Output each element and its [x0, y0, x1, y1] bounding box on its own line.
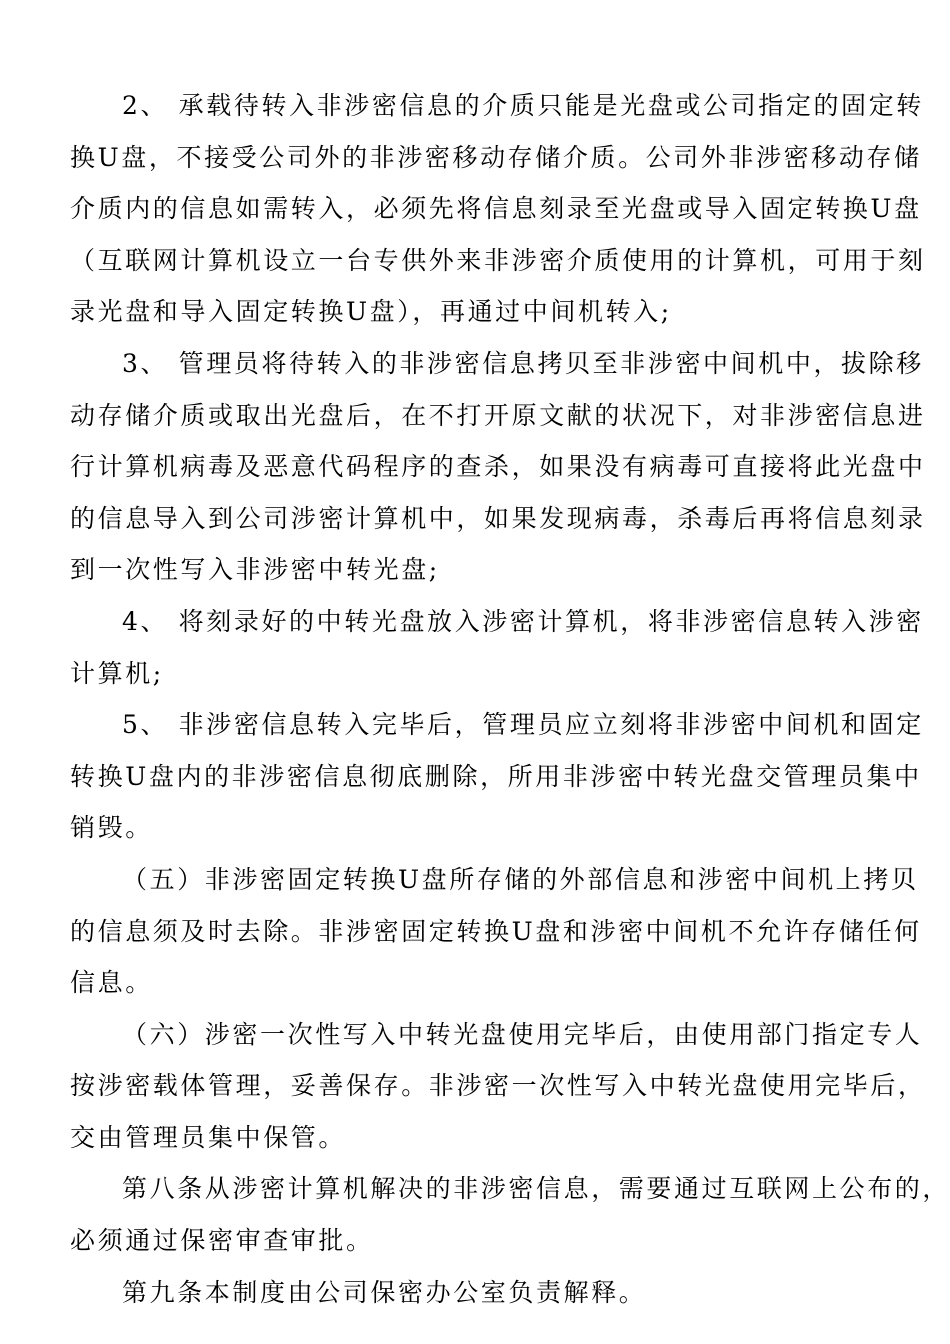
- section-5-line-3: 信息。: [70, 968, 153, 998]
- section-6-line-1: （六）涉密一次性写入中转光盘使用完毕后，由使用部门指定专人: [122, 1019, 923, 1049]
- paragraph-2-line-1: 2、 承载待转入非涉密信息的介质只能是光盘或公司指定的固定转: [122, 91, 924, 120]
- paragraph-2-line-2: 换U盘，不接受公司外的非涉密移动存储介质。公司外非涉密移动存储: [70, 142, 922, 172]
- paragraph-3-line-2: 动存储介质或取出光盘后，在不打开原文献的状况下，对非涉密信息进: [70, 400, 926, 430]
- paragraph-5-line-1: 5、 非涉密信息转入完毕后，管理员应立刻将非涉密中间机和固定: [122, 710, 924, 740]
- paragraph-3-line-1: 3、 管理员将待转入的非涉密信息拷贝至非涉密中间机中，拔除移: [122, 348, 924, 378]
- article-8-line-2: 必须通过保密审查审批。: [70, 1226, 374, 1256]
- section-5-line-1: （五）非涉密固定转换U盘所存储的外部信息和涉密中间机上拷贝: [122, 864, 919, 894]
- paragraph-2-line-4: （互联网计算机设立一台专供外来非涉密介质使用的计算机，可用于刻: [70, 245, 926, 275]
- document-body: [70, 80, 950, 1318]
- paragraph-4-line-2: 计算机;: [70, 658, 164, 688]
- paragraph-3-line-3: 行计算机病毒及恶意代码程序的查杀，如果没有病毒可直接将此光盘中: [70, 452, 926, 482]
- article-9-line-1: 第九条本制度由公司保密办公室负责解释。: [122, 1277, 647, 1307]
- paragraph-3-line-5: 到一次性写入非涉密中转光盘;: [70, 555, 440, 585]
- paragraph-5-line-3: 销毁。: [70, 813, 153, 843]
- section-5-line-2: 的信息须及时去除。非涉密固定转换U盘和涉密中间机不允许存储任何: [70, 916, 922, 946]
- paragraph-2-line-5: 录光盘和导入固定转换U盘），再通过中间机转入;: [70, 297, 672, 327]
- paragraph-5-line-2: 转换U盘内的非涉密信息彻底删除，所用非涉密中转光盘交管理员集中: [70, 761, 922, 791]
- section-6-line-3: 交由管理员集中保管。: [70, 1122, 347, 1152]
- paragraph-3-line-4: 的信息导入到公司涉密计算机中，如果发现病毒，杀毒后再将信息刻录: [70, 503, 926, 533]
- article-8-line-1: 第八条从涉密计算机解决的非涉密信息，需要通过互联网上公布的，: [122, 1174, 950, 1204]
- section-6-line-2: 按涉密载体管理，妥善保存。非涉密一次性写入中转光盘使用完毕后，: [70, 1071, 926, 1101]
- paragraph-4-line-1: 4、 将刻录好的中转光盘放入涉密计算机，将非涉密信息转入涉密: [122, 606, 924, 636]
- paragraph-2-line-3: 介质内的信息如需转入，必须先将信息刻录至光盘或导入固定转换U盘: [70, 194, 922, 224]
